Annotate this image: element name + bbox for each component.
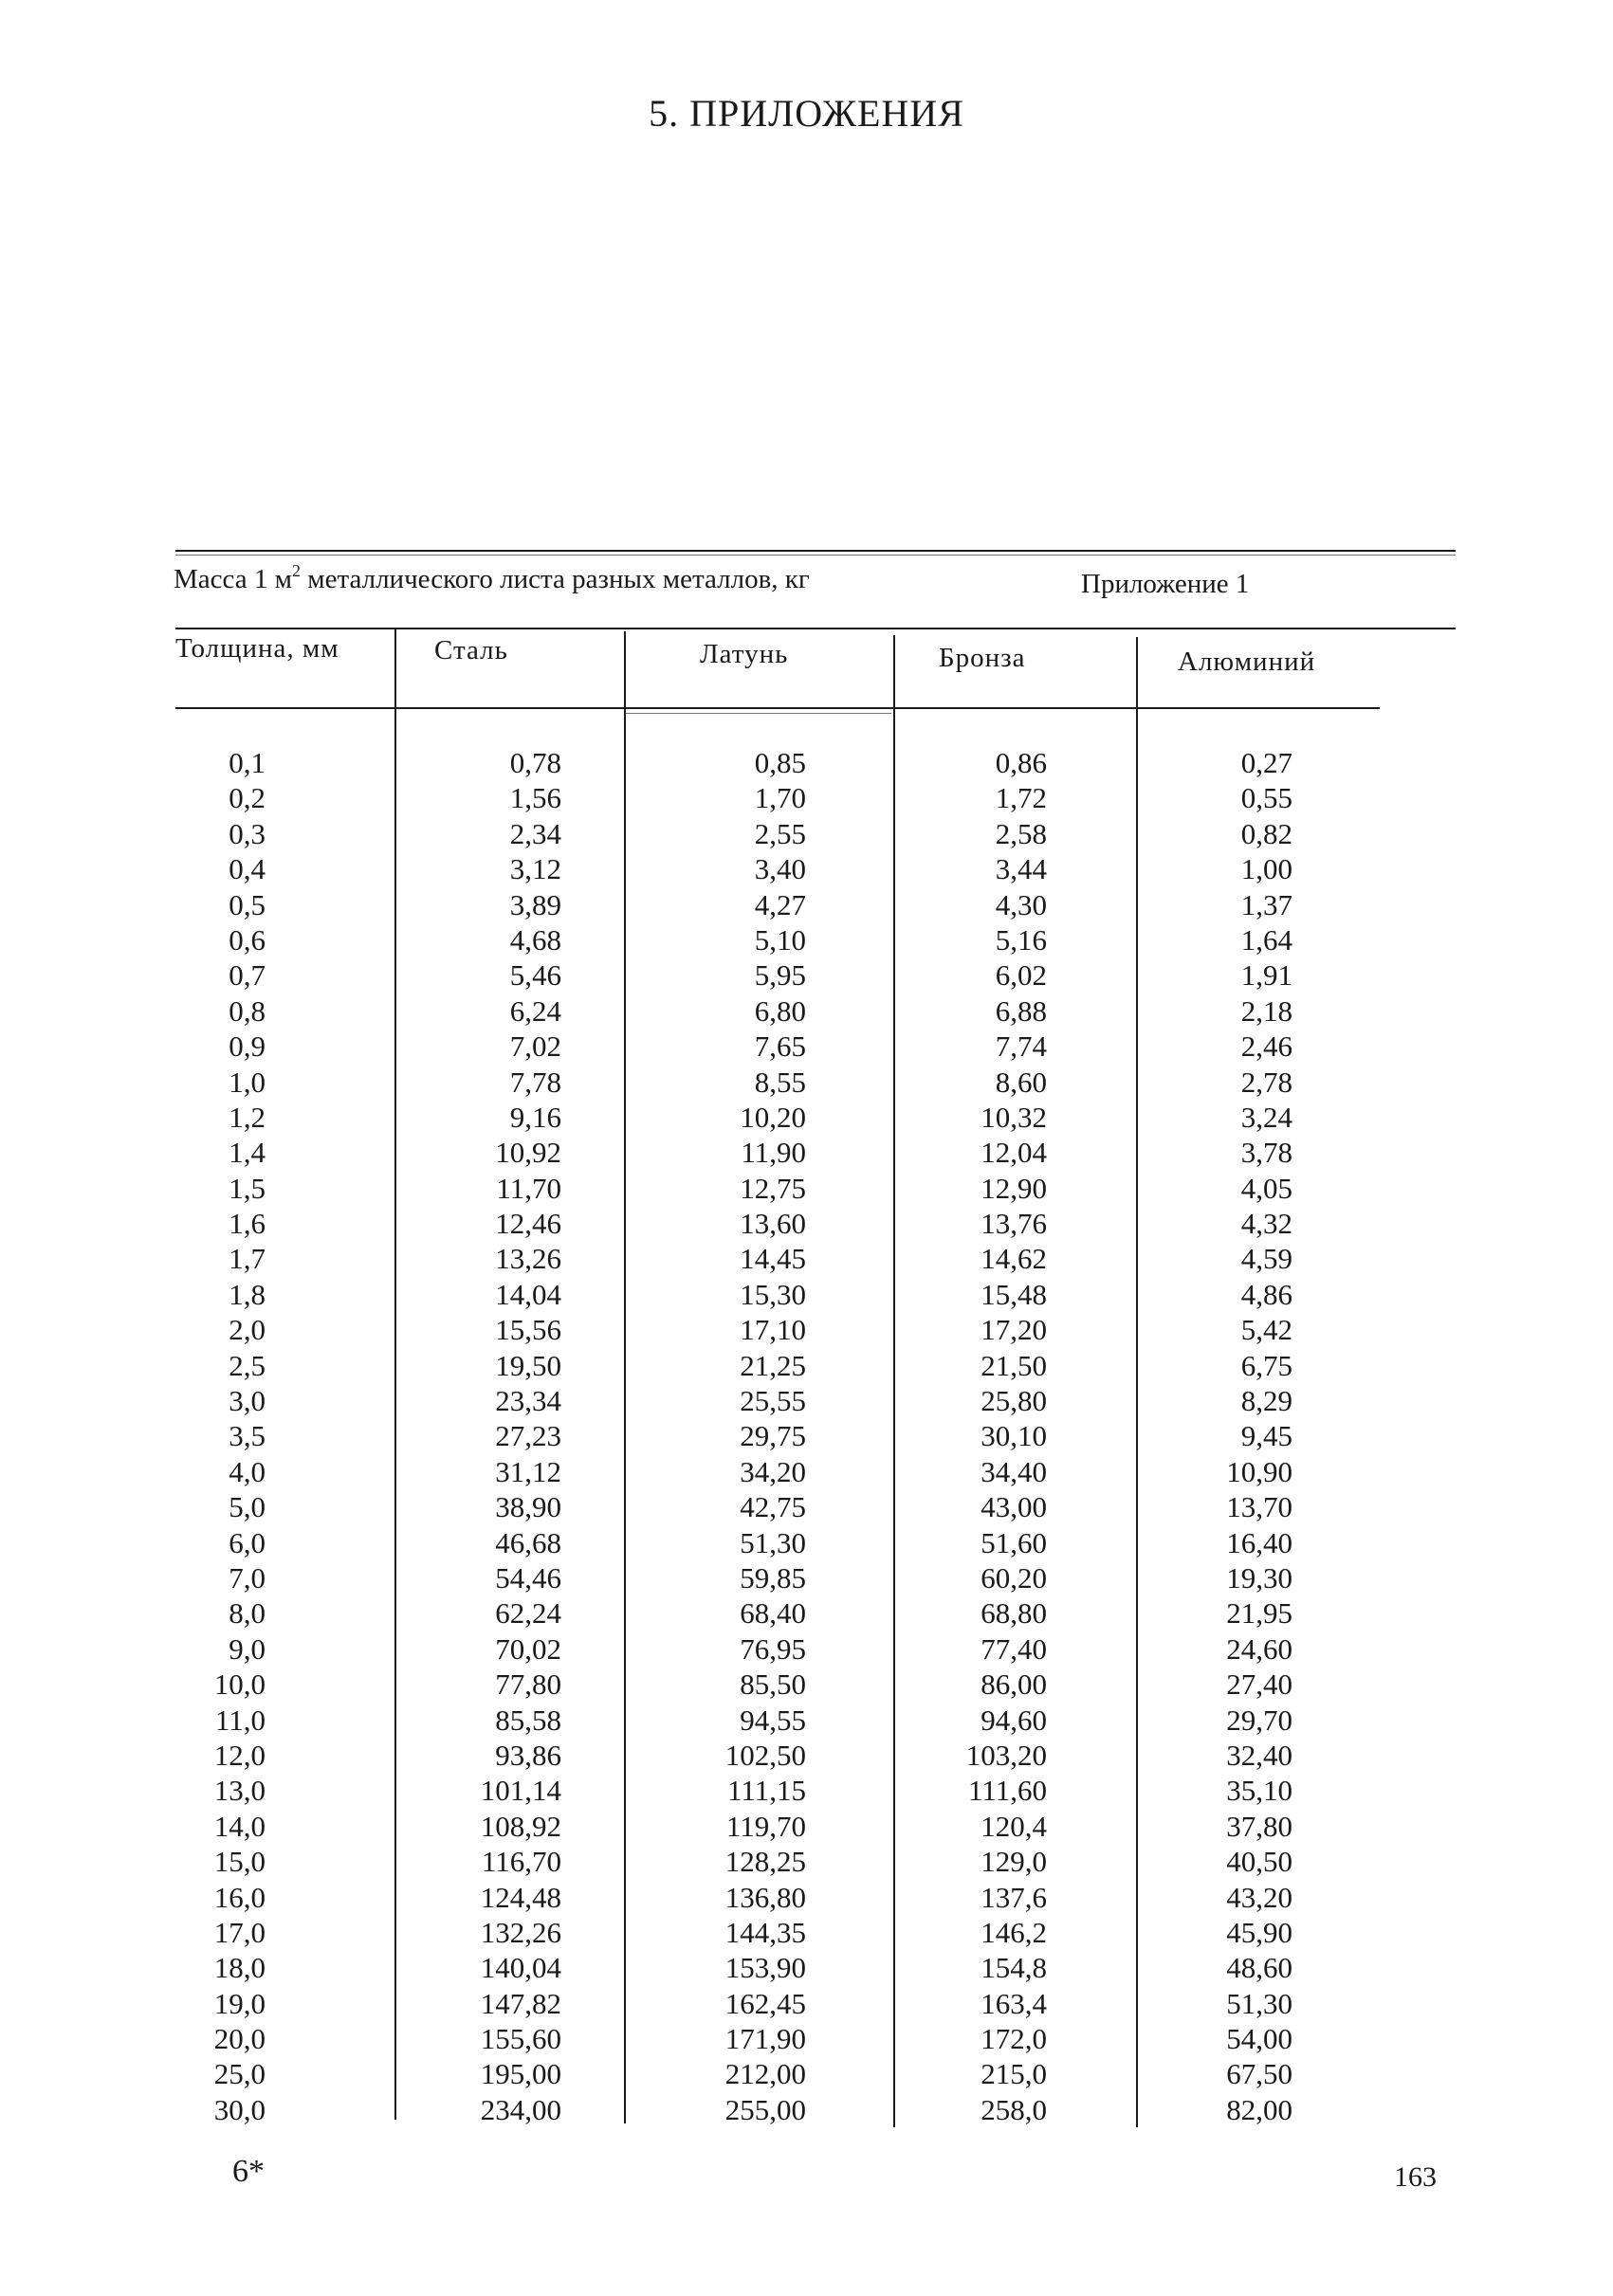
table-cell: 195,00: [480, 2057, 561, 2091]
table-row: [171, 1950, 1403, 1985]
table-row: [171, 1029, 1403, 1064]
table-cell: 45,90: [1226, 1915, 1292, 1949]
table-cell: 25,55: [740, 1384, 806, 1418]
table-cell: 5,46: [509, 958, 561, 993]
table-cell: 6,02: [995, 958, 1047, 993]
table-row: [171, 1383, 1403, 1418]
table-row: [171, 1880, 1403, 1915]
table-cell: 101,14: [480, 1774, 561, 1808]
table-cell: 1,7: [229, 1242, 266, 1276]
table-cell: 234,00: [480, 2092, 561, 2126]
table-cell: 111,60: [968, 1774, 1047, 1808]
table-cell: 43,00: [981, 1490, 1047, 1524]
table-cell: 14,04: [495, 1277, 561, 1311]
table-row: [171, 1560, 1403, 1595]
table-cell: 2,46: [1240, 1030, 1292, 1064]
table-cell: 15,48: [981, 1277, 1047, 1311]
table-cell: 12,46: [495, 1207, 561, 1241]
table-row: [171, 1489, 1403, 1524]
table-cell: 5,95: [754, 958, 806, 993]
table-cell: 10,20: [740, 1100, 806, 1134]
table-cell: 5,0: [229, 1490, 266, 1524]
table-cell: 155,60: [480, 2022, 561, 2056]
table-cell: 3,0: [229, 1384, 266, 1418]
table-cell: 4,32: [1240, 1207, 1292, 1241]
table-cell: 21,25: [740, 1348, 806, 1382]
table-cell: 255,00: [724, 2092, 806, 2126]
table-cell: 1,00: [1240, 852, 1292, 886]
table-cell: 0,8: [229, 993, 266, 1028]
table-cell: 2,18: [1240, 993, 1292, 1028]
table-cell: 0,85: [754, 746, 806, 779]
table-cell: 13,76: [981, 1207, 1047, 1241]
table-cell: 9,0: [229, 1631, 266, 1666]
table-cell: 171,90: [724, 2022, 806, 2056]
table-cell: 1,8: [229, 1277, 266, 1311]
table-cell: 51,60: [981, 1525, 1047, 1559]
table-cell: 215,0: [981, 2057, 1047, 2091]
table-cell: 1,56: [509, 781, 561, 815]
table-cell: 27,40: [1226, 1667, 1292, 1702]
table-cell: 37,80: [1226, 1809, 1292, 1843]
table-cell: 51,30: [740, 1525, 806, 1559]
table-cell: 136,80: [724, 1880, 806, 1914]
table-cell: 0,86: [995, 746, 1047, 779]
table-cell: 129,0: [981, 1845, 1047, 1879]
table-cell: 16,0: [213, 1880, 266, 1914]
table-cell: 9,45: [1240, 1419, 1292, 1453]
table-cell: 6,88: [995, 993, 1047, 1028]
caption-prefix: Масса 1 м: [174, 564, 292, 594]
table-cell: 0,2: [229, 781, 266, 815]
table-cell: 27,23: [495, 1419, 561, 1453]
table-row: [171, 1595, 1403, 1631]
table-cell: 108,92: [480, 1809, 561, 1843]
table-caption: [174, 561, 810, 595]
table-cell: 12,04: [981, 1136, 1047, 1170]
table-cell: 6,24: [509, 993, 561, 1028]
table-cell: 6,0: [229, 1525, 266, 1559]
header-thickness: Толщина, мм: [175, 633, 339, 664]
table-cell: 4,30: [995, 887, 1047, 921]
table-cell: 10,0: [213, 1667, 266, 1702]
table-cell: 1,70: [754, 781, 806, 815]
table-cell: 172,0: [981, 2022, 1047, 2056]
table-cell: 162,45: [724, 1986, 806, 2020]
table-cell: 103,20: [965, 1738, 1047, 1772]
table-cell: 132,26: [480, 1915, 561, 1949]
table-cell: 8,29: [1240, 1384, 1292, 1418]
table-cell: 2,5: [229, 1348, 266, 1382]
table-cell: 7,02: [509, 1030, 561, 1064]
table-row: [171, 887, 1403, 922]
table-cell: 4,59: [1240, 1242, 1292, 1276]
table-cell: 7,78: [509, 1065, 561, 1099]
signature-mark: 6*: [232, 2154, 265, 2189]
table-cell: 11,70: [496, 1171, 561, 1205]
caption-suffix: металлического листа разных металлов, кг: [307, 564, 810, 594]
header-aluminium: Алюминий: [1178, 647, 1316, 677]
table-cell: 2,78: [1240, 1065, 1292, 1099]
table-cell: 13,70: [1226, 1490, 1292, 1524]
table-row: [171, 780, 1403, 815]
table-row: [171, 922, 1403, 957]
table-cell: 70,02: [495, 1631, 561, 1666]
header-rule: [175, 707, 1380, 709]
table-cell: 1,0: [229, 1065, 266, 1099]
table-cell: 10,90: [1226, 1454, 1292, 1488]
table-cell: 140,04: [480, 1951, 561, 1985]
table-cell: 24,60: [1226, 1631, 1292, 1666]
table-cell: 0,4: [229, 852, 266, 886]
table-cell: 153,90: [724, 1951, 806, 1985]
table-cell: 68,80: [981, 1596, 1047, 1631]
table-cell: 0,7: [229, 958, 266, 993]
table-cell: 0,6: [229, 922, 266, 957]
table-cell: 51,30: [1226, 1986, 1292, 2020]
table-body: [171, 745, 1403, 2127]
table-cell: 146,2: [981, 1915, 1047, 1949]
table-cell: 85,58: [495, 1703, 561, 1737]
table-row: [171, 1206, 1403, 1241]
table-cell: 13,60: [740, 1207, 806, 1241]
table-cell: 212,00: [724, 2057, 806, 2091]
table-cell: 68,40: [740, 1596, 806, 1631]
table-row: [171, 2056, 1403, 2091]
table-row: [171, 1241, 1403, 1276]
header-steel: Сталь: [434, 635, 508, 665]
table-cell: 77,80: [495, 1667, 561, 1702]
header-bronze: Бронза: [939, 643, 1026, 673]
table-cell: 34,20: [740, 1454, 806, 1488]
table-cell: 3,40: [754, 852, 806, 886]
table-cell: 93,86: [495, 1738, 561, 1772]
table-cell: 1,91: [1240, 958, 1292, 993]
table-cell: 10,92: [495, 1136, 561, 1170]
table-cell: 6,75: [1240, 1348, 1292, 1382]
table-row: [171, 1418, 1403, 1453]
table-row: [171, 1809, 1403, 1844]
table-row: [171, 993, 1403, 1029]
top-rule: [175, 550, 1456, 552]
table-cell: 7,65: [754, 1030, 806, 1064]
table-cell: 5,16: [995, 922, 1047, 957]
table-cell: 25,80: [981, 1384, 1047, 1418]
table-cell: 59,85: [740, 1560, 806, 1594]
table-cell: 20,0: [213, 2022, 266, 2056]
table-cell: 8,0: [229, 1596, 266, 1631]
page-number: 163: [1394, 2161, 1437, 2193]
table-row: [171, 1703, 1403, 1738]
table-cell: 128,25: [724, 1845, 806, 1879]
table-row: [171, 2092, 1403, 2127]
table-row: [171, 745, 1403, 780]
table-cell: 19,0: [213, 1986, 266, 2020]
table-cell: 17,0: [213, 1915, 266, 1949]
table-cell: 17,20: [981, 1313, 1047, 1347]
table-cell: 29,75: [740, 1419, 806, 1453]
table-cell: 14,0: [213, 1809, 266, 1843]
table-cell: 40,50: [1226, 1845, 1292, 1879]
table-cell: 102,50: [724, 1738, 806, 1772]
table-row: [171, 1915, 1403, 1950]
table-row: [171, 816, 1403, 851]
table-row: [171, 1312, 1403, 1347]
table-cell: 2,55: [754, 816, 806, 850]
table-row: [171, 1454, 1403, 1489]
table-cell: 258,0: [981, 2092, 1047, 2126]
table-cell: 137,6: [981, 1880, 1047, 1914]
table-cell: 31,12: [495, 1454, 561, 1488]
table-cell: 60,20: [981, 1560, 1047, 1594]
caption-sup: 2: [291, 561, 301, 580]
table-cell: 18,0: [213, 1951, 266, 1985]
table-cell: 77,40: [981, 1631, 1047, 1666]
table-cell: 54,46: [495, 1560, 561, 1594]
table-row: [171, 1100, 1403, 1135]
table-row: [171, 1348, 1403, 1383]
table-cell: 0,82: [1240, 816, 1292, 850]
table-row: [171, 1135, 1403, 1170]
table-cell: 46,68: [495, 1525, 561, 1559]
table-cell: 3,5: [229, 1419, 266, 1453]
table-cell: 8,55: [754, 1065, 806, 1099]
table-cell: 1,64: [1240, 922, 1292, 957]
table-cell: 15,30: [740, 1277, 806, 1311]
table-cell: 124,48: [480, 1880, 561, 1914]
table-cell: 5,10: [754, 922, 806, 957]
table-cell: 1,72: [995, 781, 1047, 815]
caption-rule: [175, 628, 1456, 629]
table-cell: 3,24: [1240, 1100, 1292, 1134]
header-rule-2: [626, 713, 891, 714]
table-cell: 94,60: [981, 1703, 1047, 1737]
table-cell: 8,60: [995, 1065, 1047, 1099]
table-cell: 0,1: [229, 746, 266, 779]
table-cell: 67,50: [1226, 2057, 1292, 2091]
table-cell: 9,16: [509, 1100, 561, 1134]
table-cell: 10,32: [981, 1100, 1047, 1134]
table-cell: 82,00: [1226, 2092, 1292, 2126]
table-cell: 12,75: [740, 1171, 806, 1205]
table-cell: 1,4: [229, 1136, 266, 1170]
table-cell: 0,5: [229, 887, 266, 921]
table-cell: 3,12: [509, 852, 561, 886]
header-brass: Латунь: [700, 639, 789, 669]
table-cell: 2,0: [229, 1313, 266, 1347]
table-cell: 147,82: [480, 1986, 561, 2020]
table-cell: 34,40: [981, 1454, 1047, 1488]
table-cell: 76,95: [740, 1631, 806, 1666]
table-cell: 13,0: [213, 1774, 266, 1808]
table-cell: 154,8: [981, 1951, 1047, 1985]
table-cell: 1,6: [229, 1207, 266, 1241]
table-row: [171, 1667, 1403, 1702]
table-cell: 0,9: [229, 1030, 266, 1064]
table-row: [171, 1525, 1403, 1560]
table-cell: 4,27: [754, 887, 806, 921]
table-cell: 11,90: [741, 1136, 806, 1170]
table-cell: 0,55: [1240, 781, 1292, 815]
table-cell: 25,0: [213, 2057, 266, 2091]
table-cell: 12,90: [981, 1171, 1047, 1205]
table-cell: 4,86: [1240, 1277, 1292, 1311]
table-cell: 86,00: [981, 1667, 1047, 1702]
table-row: [171, 1844, 1403, 1879]
table-cell: 23,34: [495, 1384, 561, 1418]
table-cell: 7,0: [229, 1560, 266, 1594]
table-cell: 0,3: [229, 816, 266, 850]
table-cell: 3,89: [509, 887, 561, 921]
table-cell: 13,26: [495, 1242, 561, 1276]
table-cell: 21,95: [1226, 1596, 1292, 1631]
table-cell: 120,4: [981, 1809, 1047, 1843]
table-cell: 116,70: [481, 1845, 561, 1879]
table-cell: 11,0: [214, 1703, 266, 1737]
table-cell: 0,78: [509, 746, 561, 779]
table-cell: 15,56: [495, 1313, 561, 1347]
table-cell: 4,0: [229, 1454, 266, 1488]
table-cell: 1,5: [229, 1171, 266, 1205]
table-cell: 30,0: [213, 2092, 266, 2126]
table-cell: 38,90: [495, 1490, 561, 1524]
table-cell: 19,30: [1226, 1560, 1292, 1594]
table-cell: 42,75: [740, 1490, 806, 1524]
table-cell: 1,37: [1240, 887, 1292, 921]
table-cell: 16,40: [1226, 1525, 1292, 1559]
appendix-label: Приложение 1: [1081, 569, 1250, 599]
table-row: [171, 1773, 1403, 1808]
table-cell: 4,05: [1240, 1171, 1292, 1205]
table-cell: 4,68: [509, 922, 561, 957]
table-cell: 111,15: [727, 1774, 806, 1808]
table-cell: 43,20: [1226, 1880, 1292, 1914]
table-cell: 94,55: [740, 1703, 806, 1737]
table-cell: 54,00: [1226, 2022, 1292, 2056]
table-row: [171, 1631, 1403, 1667]
table-cell: 19,50: [495, 1348, 561, 1382]
table-cell: 144,35: [724, 1915, 806, 1949]
table-row: [171, 957, 1403, 993]
table-cell: 15,0: [213, 1845, 266, 1879]
table-cell: 2,34: [509, 816, 561, 850]
table-cell: 85,50: [740, 1667, 806, 1702]
table-row: [171, 1986, 1403, 2021]
table-cell: 29,70: [1226, 1703, 1292, 1737]
table-cell: 32,40: [1226, 1738, 1292, 1772]
table-cell: 14,62: [981, 1242, 1047, 1276]
table-cell: 1,2: [229, 1100, 266, 1134]
table-cell: 3,44: [995, 852, 1047, 886]
table-cell: 2,58: [995, 816, 1047, 850]
table-row: [171, 1277, 1403, 1312]
table-cell: 119,70: [725, 1809, 806, 1843]
table-cell: 0,27: [1240, 746, 1292, 779]
table-cell: 5,42: [1240, 1313, 1292, 1347]
table-cell: 7,74: [995, 1030, 1047, 1064]
table-cell: 17,10: [740, 1313, 806, 1347]
table-cell: 21,50: [981, 1348, 1047, 1382]
table-cell: 6,80: [754, 993, 806, 1028]
table-cell: 30,10: [981, 1419, 1047, 1453]
table-cell: 62,24: [495, 1596, 561, 1631]
table-row: [171, 1738, 1403, 1773]
section-title: 5. ПРИЛОЖЕНИЯ: [649, 92, 964, 135]
table-cell: 3,78: [1240, 1136, 1292, 1170]
table-row: [171, 851, 1403, 886]
table-cell: 12,0: [213, 1738, 266, 1772]
table-cell: 14,45: [740, 1242, 806, 1276]
table-cell: 35,10: [1226, 1774, 1292, 1808]
table-row: [171, 2021, 1403, 2056]
table-row: [171, 1171, 1403, 1206]
table-cell: 163,4: [981, 1986, 1047, 2020]
table-row: [171, 1065, 1403, 1100]
table-cell: 48,60: [1226, 1951, 1292, 1985]
top-rule-2: [175, 555, 1456, 556]
